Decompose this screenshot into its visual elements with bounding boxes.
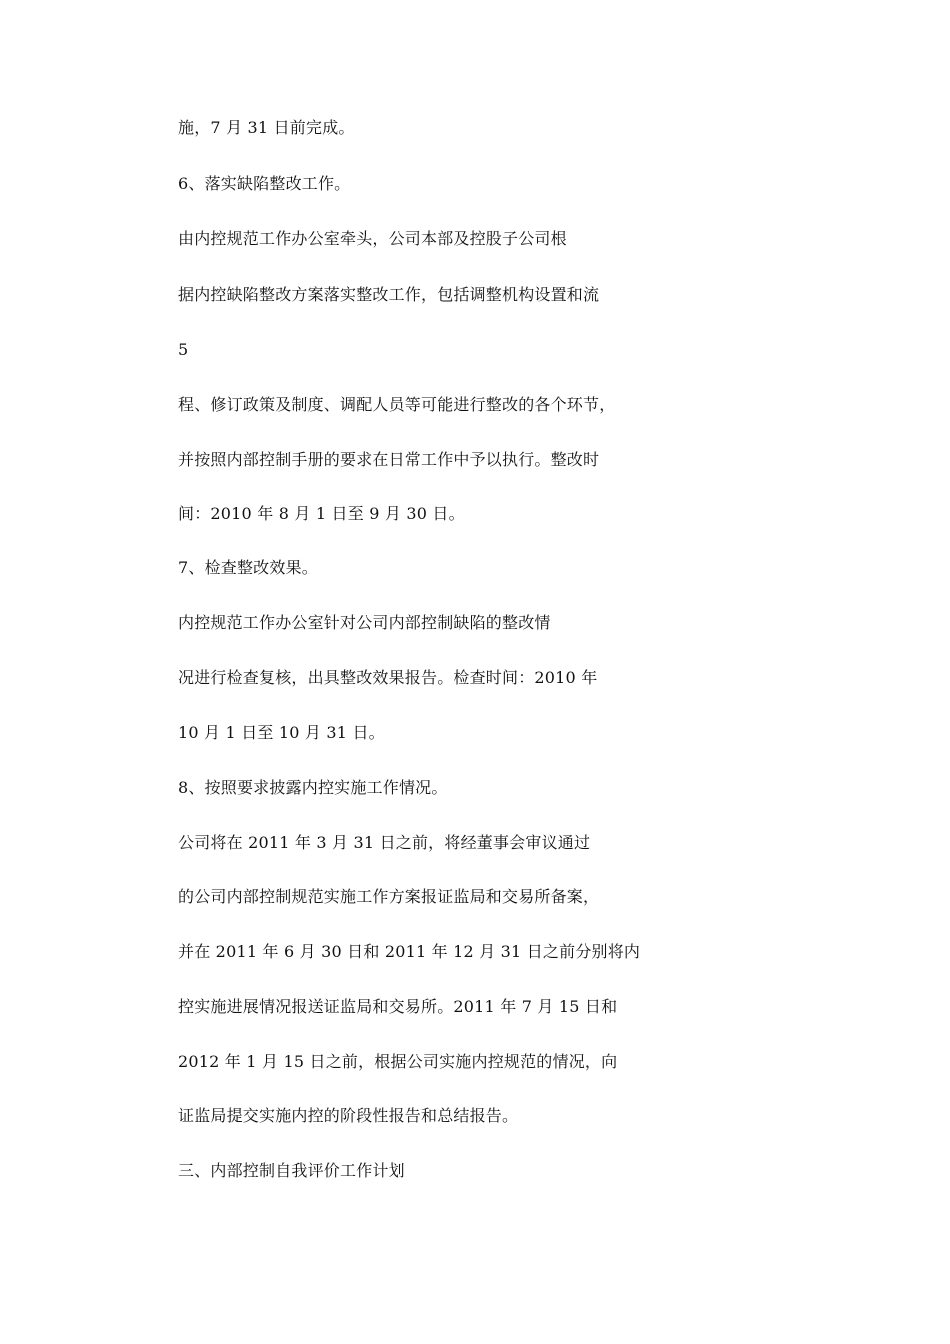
- text-line: 公司将在 2011 年 3 月 31 日之前，将经董事会审议通过: [178, 833, 591, 852]
- chapter-heading: 三、内部控制自我评价工作计划: [178, 1161, 405, 1180]
- text-line: 由内控规范工作办公室牵头，公司本部及控股子公司根: [178, 229, 567, 248]
- text-line: 证监局提交实施内控的阶段性报告和总结报告。: [178, 1106, 519, 1125]
- text-line: 据内控缺陷整改方案落实整改工作，包括调整机构设置和流: [178, 285, 600, 304]
- text-line: 施，7 月 31 日前完成。: [178, 118, 355, 137]
- text-line: 并按照内部控制手册的要求在日常工作中予以执行。整改时: [178, 450, 600, 469]
- text-line: 控实施进展情况报送证监局和交易所。2011 年 7 月 15 日和: [178, 997, 618, 1016]
- section-heading: 7、检查整改效果。: [178, 558, 318, 577]
- text-line: 10 月 1 日至 10 月 31 日。: [178, 723, 385, 742]
- text-line: 内控规范工作办公室针对公司内部控制缺陷的整改情: [178, 613, 551, 632]
- page-number: 5: [178, 340, 189, 359]
- section-heading: 6、落实缺陷整改工作。: [178, 174, 351, 193]
- text-line: 并在 2011 年 6 月 30 日和 2011 年 12 月 31 日之前分别将内: [178, 942, 641, 961]
- section-heading: 8、按照要求披露内控实施工作情况。: [178, 778, 448, 797]
- text-line: 2012 年 1 月 15 日之前，根据公司实施内控规范的情况，向: [178, 1052, 618, 1071]
- text-line: 程、修订政策及制度、调配人员等可能进行整改的各个环节，: [178, 395, 616, 414]
- text-line: 况进行检查复核，出具整改效果报告。检查时间：2010 年: [178, 668, 598, 687]
- text-line: 间：2010 年 8 月 1 日至 9 月 30 日。: [178, 504, 465, 523]
- text-line: 的公司内部控制规范实施工作方案报证监局和交易所备案，: [178, 887, 600, 906]
